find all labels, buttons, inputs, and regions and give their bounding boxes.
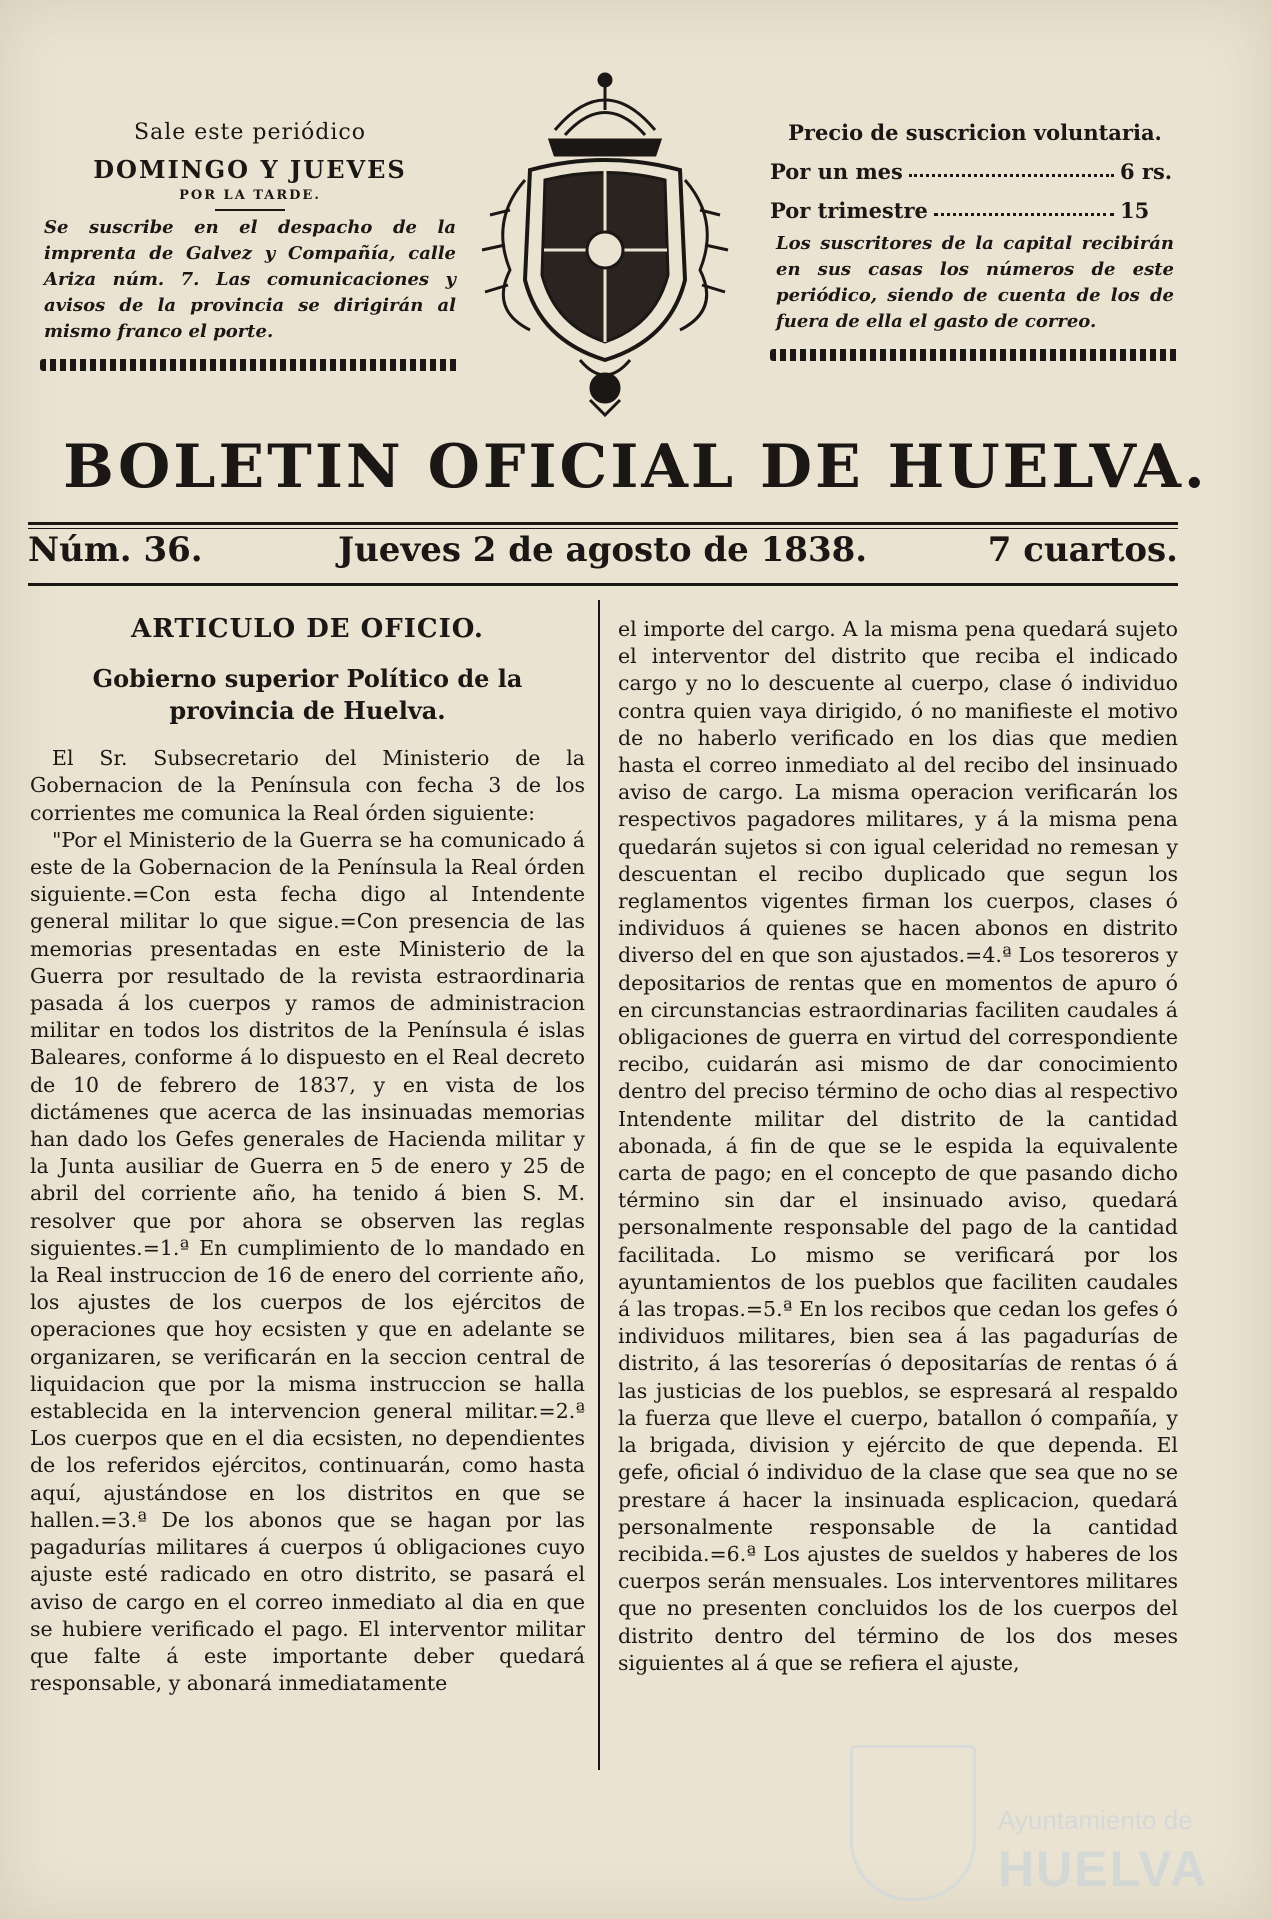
publication-time: POR LA TARDE. bbox=[179, 188, 321, 203]
issue-price: 7 cuartos. bbox=[987, 530, 1178, 570]
city-shield-icon bbox=[850, 1745, 976, 1901]
watermark bbox=[850, 1745, 1209, 1905]
article-intro: El Sr. Subsecretario del Ministerio de la Gobernacion de la Península con fecha 3 de los corrientes me comunica la Real órden siguiente: bbox=[30, 746, 585, 825]
column-right bbox=[618, 616, 1178, 1677]
delivery-note: Los suscritores de la capital recibirán en sus casas los números de este periódico, siendo de cuenta de los de fuera de ella el gasto de correo. bbox=[776, 233, 1174, 332]
royal-coat-of-arms-icon bbox=[470, 70, 740, 420]
price-month-label: Por un mes bbox=[770, 159, 903, 184]
watermark-line1: Ayuntamiento de bbox=[998, 1805, 1193, 1835]
newspaper-title: BOLETIN OFICIAL DE HUELVA. bbox=[63, 432, 1208, 502]
dateline bbox=[28, 530, 1178, 580]
watermark-line2: HUELVA bbox=[998, 1841, 1209, 1897]
dot-leader bbox=[934, 198, 1114, 216]
article-body-left: "Por el Ministerio de la Guerra se ha comunicado á este de la Gobernacion de la Península la Real órden siguiente.=Con esta fecha digo al Intendente general militar lo que sigue.=Con presencia de las memorias presentadas en este Ministerio de la Guerra por resultado de la revista estraordinaria pasada á los cuerpos y ramos de administracion militar en todos los distritos de la Península é islas Baleares, conforme á lo dispuesto en el Real decreto de 10 de febrero de 1837, y en vista de los dictámenes que acerca de las insinuadas memorias han dado los Gefes generales de Hacienda militar y la Junta ausiliar de Guerra en 5 de enero y 25 de abril del corriente año, ha tenido á bien S. M. resolver que por ahora se observen las reglas siguientes.=1.ª En cumplimiento de lo mandado en la Real instruccion de 16 de enero del corriente año, los ajustes de los cuerpos de los ejércitos de operaciones que hoy ecsisten y que en adelante se organizaren, se verificarán en la seccion central de liquidacion que por la misma instruccion se halla establecida en la intervencion general militar.=2.ª Los cuerpos que en el dia ecsisten, no dependientes de los referidos ejércitos, continuarán, como hasta aquí, ajustándose en los distritos en que se hallen.=3.ª De los abonos que se hagan por las pagadurías militares á cuerpos ú obligaciones cuyo ajuste esté radicado en otro distrito, se pasará el aviso de cargo en el correo inmediato al dia en que se hubiere verificado el pago. El interventor militar que falte á este importante deber quedará responsable, y abonará inmediatamente bbox=[30, 827, 585, 1696]
header-rule bbox=[28, 522, 1178, 525]
price-quarter-value: 15 bbox=[1120, 198, 1150, 223]
column-left bbox=[30, 616, 585, 1697]
column-divider bbox=[598, 600, 600, 1770]
dot-leader bbox=[909, 159, 1114, 177]
subscription-info: Se suscribe en el despacho de la imprenta de Galvez y Compañía, calle Ariza núm. 7. Las comunicaciones y avisos de la provincia se dirigirán al mismo franco el porte. bbox=[44, 217, 456, 342]
header-rule-thin bbox=[28, 528, 1178, 529]
price-month-row bbox=[770, 159, 1180, 184]
ornament-rule-left bbox=[40, 359, 460, 371]
issue-number: Núm. 36. bbox=[28, 530, 203, 570]
article-body-right: el importe del cargo. A la misma pena quedará sujeto el interventor del distrito que reciba el indicado cargo y no lo descuente al cuerpo, clase ó individuo contra quien vaya dirigido, ó no manifieste el motivo de no haberlo verificado en los dias que medien hasta el correo inmediato al del recibo del insinuado aviso de cargo. La misma operacion verificarán los respectivos pagadores militares, y á la misma pena quedarán sujetos si con igual celeridad no remesan y descuentan el recibo duplicado que segun los reglamentos vigentes firman los cuerpos, clases ó individuos á quienes se hacen abonos en distrito diverso del en que son ajustados.=4.ª Los tesoreros y depositarios de rentas que en momentos de apuro ó en circunstancias estraordinarias faciliten caudales á obligaciones de guerra en virtud del correspondiente recibo, cuidarán asi mismo de dar conocimiento dentro del preciso término de ocho dias al respectivo Intendente militar del distrito de la cantidad abonada, á fin de que se le espida la equivalente carta de pago; en el concepto de que pasando dicho término sin dar el insinuado aviso, quedará personalmente responsable del pago de la cantidad facilitada. Lo mismo se verificará por los ayuntamientos de los pueblos que faciliten caudales á las tropas.=5.ª En los recibos que cedan los gefes ó individuos militares, bien sea á las pagadurías de distrito, á las tesorerías ó depositarías de rentas ó á las justicias de los pueblos, se espresará al respaldo la fuerza que lleve el cuerpo, batallon ó compañía, y la brigada, division y ejército de que dependa. El gefe, oficial ó individuo de la clase que sea que no se prestare á hacer la insinuada esplicacion, quedará personalmente responsable de la cantidad recibida.=6.ª Los ajustes de sueldos y haberes de los cuerpos serán mensuales. Los interventores militares que no presenten concluidos los de los cuerpos del distrito dentro del término de los dos meses siguientes al á que se refiera el ajuste, bbox=[618, 617, 1178, 1675]
dateline-rule bbox=[28, 583, 1178, 586]
price-quarter-row bbox=[770, 198, 1180, 223]
article-subtitle: Gobierno superior Político de la provincia de Huelva. bbox=[92, 664, 523, 726]
section-heading: ARTICULO DE OFICIO. bbox=[131, 614, 484, 644]
subscription-price-heading: Precio de suscricion voluntaria. bbox=[788, 120, 1162, 145]
price-month-value: 6 rs. bbox=[1120, 159, 1173, 184]
publication-days: DOMINGO Y JUEVES bbox=[93, 155, 407, 184]
small-rule bbox=[215, 209, 285, 211]
masthead-right bbox=[770, 120, 1180, 361]
ornament-rule-right bbox=[770, 349, 1180, 361]
masthead-left bbox=[40, 120, 460, 371]
price-quarter-label: Por trimestre bbox=[770, 198, 928, 223]
issue-date: Jueves 2 de agosto de 1838. bbox=[338, 530, 868, 570]
publication-days-intro: Sale este periódico bbox=[134, 120, 366, 145]
